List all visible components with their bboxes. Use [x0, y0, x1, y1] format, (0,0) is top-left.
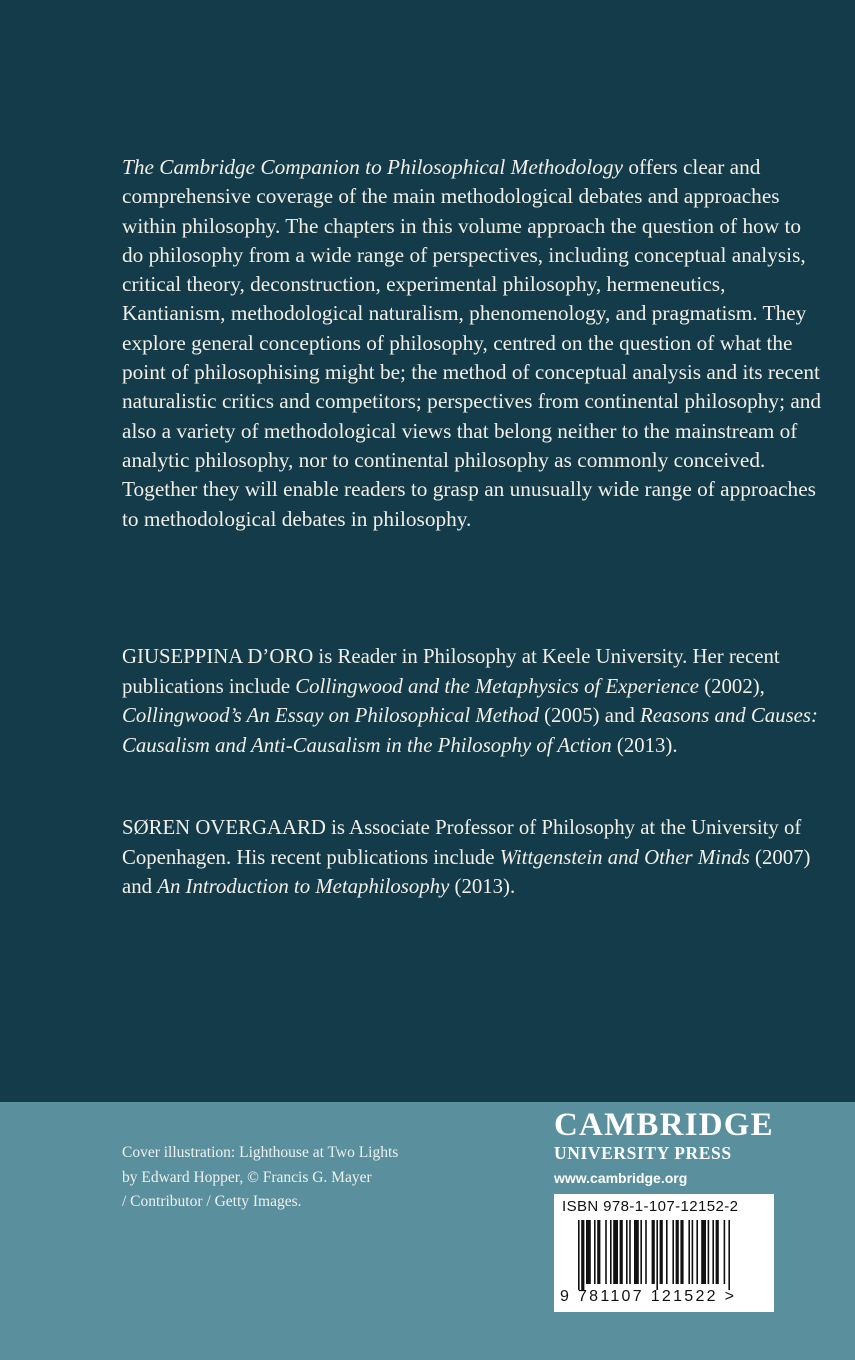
isbn-label: ISBN 978-1-107-12152-2: [562, 1198, 739, 1215]
barcode-bar: [652, 1220, 655, 1284]
barcode-bar: [672, 1220, 674, 1284]
barcode-bar: [701, 1220, 706, 1284]
barcode-bar: [696, 1220, 698, 1284]
barcode-bar: [645, 1220, 647, 1284]
book-description: [122, 153, 822, 534]
cover-credit: [122, 1141, 462, 1215]
barcode-bar: [578, 1220, 580, 1290]
barcode-bar: [610, 1220, 612, 1284]
barcode-bar: [692, 1220, 694, 1284]
barcode-bar: [728, 1220, 730, 1290]
publisher-press: UNIVERSITY PRESS: [554, 1143, 732, 1163]
publisher-logo: [554, 1107, 784, 1188]
barcode-bar: [620, 1220, 623, 1284]
book-ref: Wittgenstein and Other Minds: [499, 845, 750, 869]
editor-bio-overgaard: [122, 813, 822, 902]
book-ref: Collingwood’s An Essay on Philosophical Method: [122, 704, 539, 727]
credit-line: Cover illustration: Lighthouse at Two Lights: [122, 1144, 399, 1161]
bio-text: (2013).: [611, 733, 678, 757]
barcode-bar: [613, 1220, 618, 1284]
bio-text: GIUSEPPINA D’ORO is Reader in Philosophy at Keele University. Her recent publications include: [122, 645, 780, 698]
barcode-bar: [708, 1220, 710, 1284]
credit-line: by Edward Hopper, © Francis G. Mayer: [122, 1168, 372, 1186]
credit-line: / Contributor / Getty Images.: [122, 1193, 302, 1211]
barcode-bar: [597, 1220, 600, 1284]
barcode-bar: [634, 1220, 639, 1284]
barcode-bar: [605, 1220, 607, 1284]
barcode-bar: [666, 1220, 668, 1284]
barcode-bar: [716, 1220, 719, 1284]
book-title: The Cambridge Companion to Philosophical Methodology: [122, 155, 624, 179]
bio-text: (2013).: [449, 875, 516, 898]
barcode-bar: [724, 1220, 726, 1284]
bio-text: (2005) and: [538, 704, 640, 727]
barcode-bar: [688, 1220, 690, 1284]
editor-bio-doro: [122, 642, 822, 760]
barcode-bar: [676, 1220, 679, 1284]
barcode-bar: [629, 1220, 631, 1284]
barcode-digits: 9 781107 121522 >: [560, 1288, 737, 1305]
barcode-bar: [586, 1220, 591, 1284]
publisher-name: CAMBRIDGE: [554, 1107, 774, 1143]
book-ref: Reasons and Causes: Causalism and Anti-Causalism in the Philosophy of Action: [122, 704, 818, 757]
barcode-bar: [656, 1220, 658, 1290]
barcode-bar: [581, 1220, 584, 1290]
book-ref: An Introduction to Metaphilosophy: [157, 875, 450, 898]
barcode-bar: [680, 1220, 683, 1284]
description-text: offers clear and comprehensive coverage of the main methodological debates and approaches within philosophy. The chapters in this volume approach the question of how to do philosophy from a wide range of perspectives, including conceptual analysis, critical theory, deconstruction, experimental philosophy, hermeneutics, Kantianism, methodological naturalism, phenomenology, and pragmatism. They explore general conceptions of philosophy, centred on the question of what the point of philosophising might be; the method of conceptual analysis and its recent naturalistic critics and competitors; perspectives from continental philosophy; and also a variety of methodological views that belong neither to the mainstream of analytic philosophy, nor to continental philosophy as commonly conceived. Together they will enable readers to grasp an unusually wide range of approaches to methodological debates in philosophy.: [122, 155, 822, 531]
publisher-url: www.cambridge.org: [554, 1170, 688, 1186]
isbn-barcode: [554, 1194, 774, 1312]
barcode-bar: [640, 1220, 642, 1284]
bio-text: SØREN OVERGAARD is Associate Professor of Philosophy at the University of Copenhagen. His recent publications include: [122, 816, 802, 869]
barcode-bar: [712, 1220, 714, 1284]
barcode-bar: [626, 1220, 628, 1284]
barcode-bar: [594, 1220, 596, 1284]
barcode-bar: [660, 1220, 663, 1284]
book-ref: Collingwood and the Metaphysics of Experience: [295, 674, 700, 698]
bio-text: (2007) and: [122, 845, 811, 898]
bio-text: (2002),: [699, 674, 765, 698]
